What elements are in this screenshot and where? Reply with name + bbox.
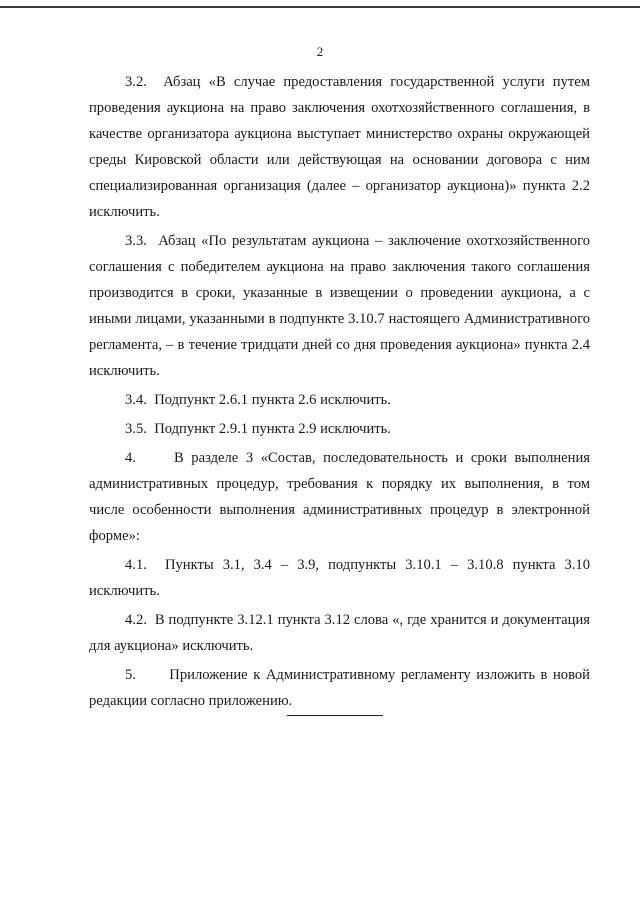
paragraph-3-2: 3.2. Абзац «В случае предоставления государственной услуги путем проведения аукциона на право заключения охотхозяйственного соглашения, в качестве организатора аукциона выступает министерство охраны окружающей среды Кировской области или действующая на основании договора с ним специализированная организация (далее – организатор аукциона)» пункта 2.2 исключить. [89, 74, 590, 220]
paragraph-4-2: 4.2. В подпункте 3.12.1 пункта 3.12 слова «, где хранится и документация для аукциона» исключить. [89, 612, 590, 654]
page-number: 2 [316, 44, 324, 59]
top-border-line [0, 6, 640, 8]
closing-divider-line [287, 715, 383, 716]
paragraph-4-1: 4.1. Пункты 3.1, 3.4 – 3.9, подпункты 3.10.1 – 3.10.8 пункта 3.10 исключить. [89, 557, 590, 599]
paragraph-3-3: 3.3. Абзац «По результатам аукциона – заключение охотхозяйственного соглашения с победителем аукциона на право заключения такого соглашения производится в сроки, указанные в извещении о проведении аукциона, а с иными лицами, указанными в подпункте 3.10.7 настоящего Административного регламента, – в течение тридцати дней со дня проведения аукциона» пункта 2.4 исключить. [89, 233, 590, 379]
paragraph-4: 4. В разделе 3 «Состав, последовательность и сроки выполнения административных процедур, требования к порядку их выполнения, в том числе особенности выполнения административных процедур в электронной форме»: [89, 450, 590, 544]
paragraph-3-4: 3.4. Подпункт 2.6.1 пункта 2.6 исключить. [125, 392, 391, 408]
paragraph-5: 5. Приложение к Административному регламенту изложить в новой редакции согласно приложению. [89, 667, 590, 709]
document-body [89, 69, 590, 714]
paragraph-3-5: 3.5. Подпункт 2.9.1 пункта 2.9 исключить. [125, 421, 391, 437]
